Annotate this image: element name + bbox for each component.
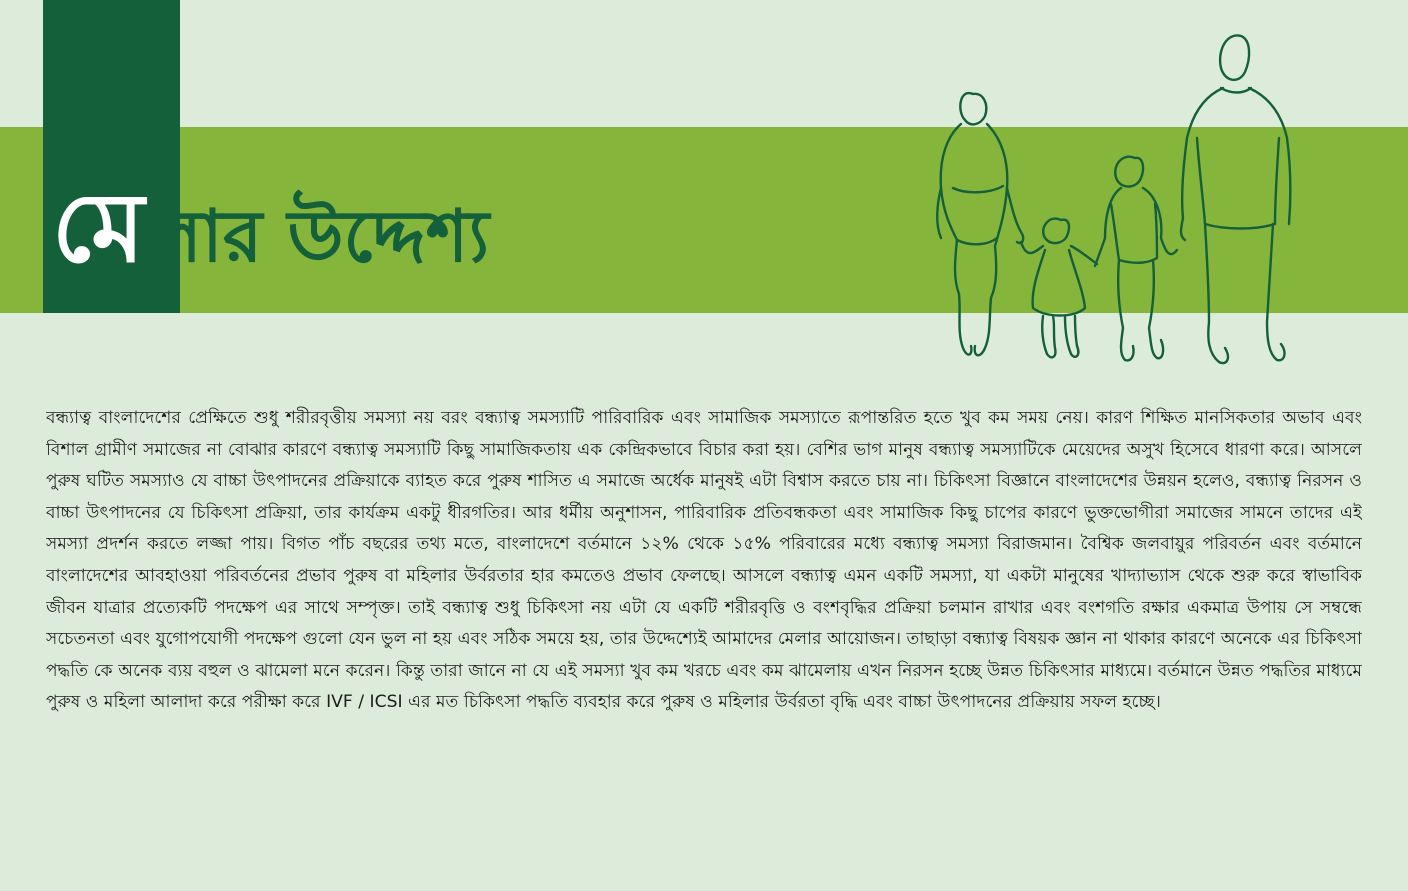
article-body: বন্ধ্যাত্ব বাংলাদেশের প্রেক্ষিতে শুধু শরীরবৃত্তীয় সমস্যা নয় বরং বন্ধ্যাত্ব সমস্যাটি পারিবারিক এবং সামাজিক সমস্যাতে রূপান্তরিত হতে খুব কম সময় নেয়। কারণ শিক্ষিত মানসিকতার অভাব এবং বিশাল গ্রামীণ সমাজের না বোঝার কারণে বন্ধ্যাত্ব সমস্যাটি কিছু সামাজিকতায় এক কেন্দ্রিকভাবে বিচার করা হয়। বেশির ভাগ মানুষ বন্ধ্যাত্ব সমস্যাটিকে মেয়েদের অসুখ হিসেবে ধারণা করে। আসলে পুরুষ ঘটিত সমস্যাও যে বাচ্চা উৎপাদনের প্রক্রিয়াকে ব্যাহত করে পুরুষ শাসিত এ সমাজে অর্ধেক মানুষই এটা বিশ্বাস করতে চায় না। চিকিৎসা বিজ্ঞানে বাংলাদেশের উন্নয়ন হলেও, বন্ধ্যাত্ব নিরসন ও বাচ্চা উৎপাদনের যে চিকিৎসা প্রক্রিয়া, তার কার্যক্রম একটু ধীরগতির। আর ধর্মীয় অনুশাসন, পারিবারিক প্রতিবন্ধকতা এবং সামাজিক কিছু চাপের কারণে ভুক্তভোগীরা সমাজের সামনে তাদের এই সমস্যা প্রদর্শন করতে লজ্জা পায়। বিগত পাঁচ বছরের তথ্য মতে, বাংলাদেশে বর্তমানে ১২% থেকে ১৫% পরিবারের মধ্যে বন্ধ্যাত্ব সমস্যা বিরাজমান। বৈশ্বিক জলবায়ুর পরিবর্তন এবং বর্তমানে বাংলাদেশের আবহাওয়া পরিবর্তনের প্রভাব পুরুষ বা মহিলার উর্বরতার হার কমতেও প্রভাব ফেলছে। আসলে বন্ধ্যাত্ব এমন একটি সমস্যা, যা একটা মানুষের খাদ্যাভ্যাস থেকে শুরু করে স্বাভাবিক জীবন যাত্রার প্রত্যেকটি পদক্ষেপ এর সাথে সম্পৃক্ত। তাই বন্ধ্যাত্ব শুধু চিকিৎসা নয় এটা যে একটি শরীরবৃত্তি ও বংশবৃদ্ধির প্রক্রিয়া চলমান রাখার এবং বংশগতি রক্ষার একমাত্র উপায় সে সম্বন্ধে সচেতনতা এবং যুগোপযোগী পদক্ষেপ গুলো যেন ভুল না হয় এবং সঠিক সময়ে হয়, তার উদ্দেশ্যেই আমাদের মেলার আয়োজন। তাছাড়া বন্ধ্যাত্ব বিষয়ক জ্ঞান না থাকার কারণে অনেকে এর চিকিৎসা পদ্ধতি কে অনেক ব্যয় বহুল ও ঝামেলা মনে করেন। কিন্তু তারা জানে না যে এই সমস্যা খুব কম খরচে এবং কম ঝামেলায় এখন নিরসন হচ্ছে উন্নত চিকিৎসার মাধ্যমে। বর্তমানে উন্নত পদ্ধতির মাধ্যমে পুরুষ ও মহিলা আলাদা করে পরীক্ষা করে IVF / ICSI এর মত চিকিৎসা পদ্ধতি ব্যবহার করে পুরুষ ও মহিলার উর্বরতা বৃদ্ধি এবং বাচ্চা উৎপাদনের প্রক্রিয়ায় সফল হচ্ছে।	[46, 408, 1362, 713]
page-title-first-letter: মে	[52, 172, 145, 284]
son-figure-icon	[1095, 157, 1177, 361]
daughter-figure-icon	[1021, 219, 1097, 358]
page-title	[52, 172, 490, 300]
father-figure-icon	[1181, 35, 1290, 363]
family-walking-line-art-icon	[925, 28, 1305, 368]
page-title-rest: লার উদ্দেশ্য	[148, 194, 490, 278]
mother-figure-icon	[937, 93, 1023, 355]
